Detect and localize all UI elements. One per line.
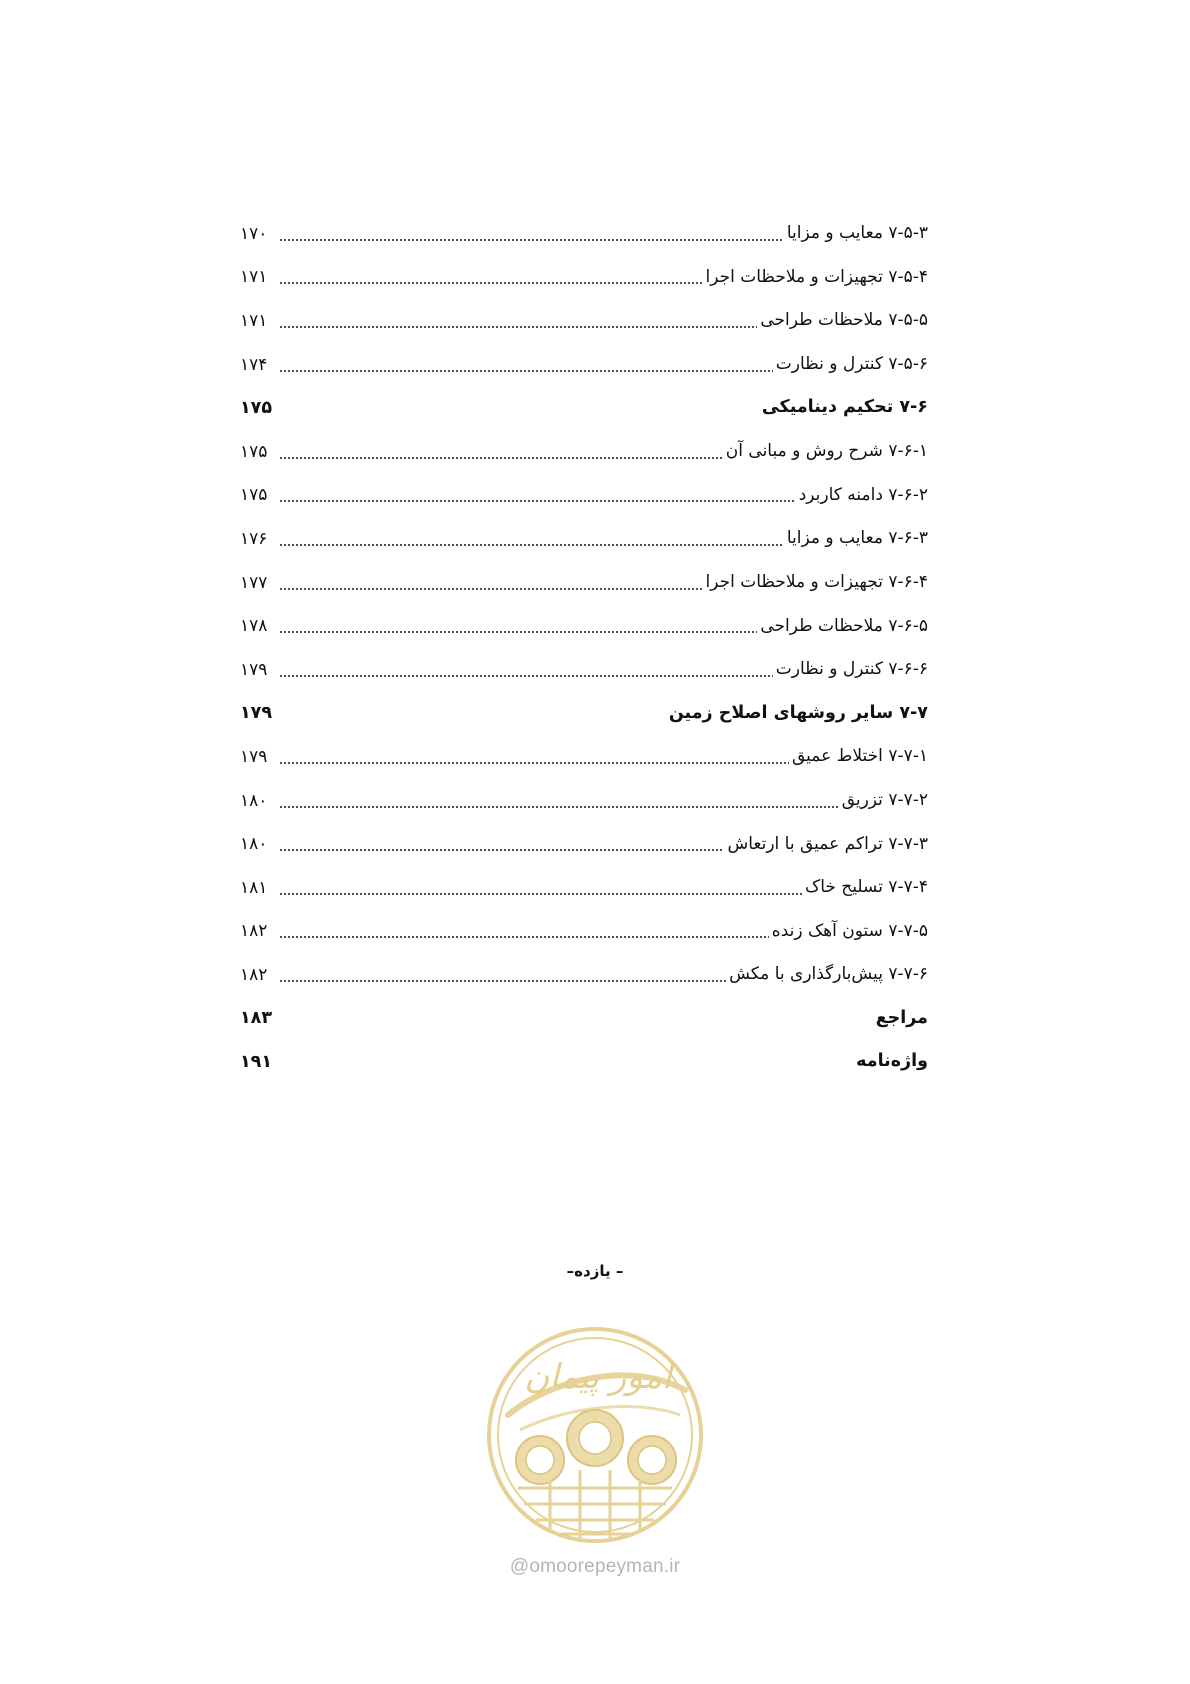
toc-entry-page: ۱۷۴ (240, 354, 268, 375)
toc-entry-page: ۱۷۱ (240, 267, 268, 288)
toc-entry-page: ۱۷۱ (240, 310, 268, 331)
toc-entry-title: مراجع (875, 1007, 928, 1028)
toc-row (240, 735, 928, 779)
toc-leader-dots (279, 979, 726, 983)
toc-entry-page: ۱۸۲ (240, 921, 268, 942)
toc-entry-page: ۱۷۹ (240, 746, 268, 767)
toc-heading-row (240, 1040, 928, 1084)
toc-entry-page: ۱۷۸ (240, 616, 268, 637)
toc-entry-title: ۷-۵-۵ ملاحظات طراحی (760, 310, 928, 331)
toc-entry-title: ۷-۶-۳ معایب و مزایا (786, 528, 928, 549)
toc-leader-dots (279, 761, 789, 765)
toc-row (240, 953, 928, 997)
toc-entry-title: ۷-۷-۲ تزریق (841, 790, 928, 811)
toc-leader-dots (279, 543, 784, 547)
toc-row (240, 822, 928, 866)
toc-row (240, 256, 928, 300)
toc-entry-page: ۱۷۷ (240, 572, 268, 593)
toc-leader-dots (279, 369, 773, 373)
toc-entry-page: ۱۸۲ (240, 964, 268, 985)
watermark-url: @omoorepeyman.ir (509, 1556, 681, 1577)
toc-entry-page: ۱۷۵ (240, 441, 268, 462)
watermark (480, 1320, 710, 1595)
toc-entry-page: ۱۸۳ (240, 1008, 273, 1029)
toc-leader-dots (279, 456, 723, 460)
toc-entry-title: ۷-۷-۵ ستون آهک زنده (771, 920, 928, 941)
toc-entry-page: ۱۷۶ (240, 528, 268, 549)
page-number: – یازده– (566, 1262, 624, 1280)
toc-row (240, 517, 928, 561)
toc-entry-title: ۷-۵-۴ تجهیزات و ملاحظات اجرا (705, 266, 928, 287)
toc-leader-dots (279, 892, 802, 896)
toc-leader-dots (279, 281, 703, 285)
watermark-logo (480, 1320, 710, 1550)
toc-leader-dots (279, 412, 759, 416)
toc-row (240, 910, 928, 954)
toc-row (240, 212, 928, 256)
toc-leader-dots (279, 499, 796, 503)
toc-leader-dots (279, 1066, 853, 1070)
toc-entry-page: ۱۷۹ (240, 703, 273, 724)
toc-row (240, 561, 928, 605)
toc-row (240, 299, 928, 343)
toc-leader-dots (279, 630, 757, 634)
toc-entry-title: ۷-۷-۳ تراکم عمیق با ارتعاش (727, 833, 928, 854)
toc-leader-dots (279, 587, 703, 591)
toc-entry-page: ۱۷۵ (240, 398, 273, 419)
toc-leader-dots (279, 674, 773, 678)
toc-entry-title: ۷-۶ تحکیم دینامیکی (761, 397, 928, 418)
toc-entry-page: ۱۸۰ (240, 790, 268, 811)
toc-entry-title: ۷-۷-۶ پیش‌بارگذاری با مکش (729, 964, 928, 985)
table-of-contents (240, 212, 928, 1084)
toc-entry-page: ۱۷۰ (240, 223, 268, 244)
toc-heading-row (240, 386, 928, 430)
toc-row (240, 430, 928, 474)
toc-leader-dots (279, 717, 666, 721)
toc-entry-page: ۱۷۵ (240, 485, 268, 506)
toc-entry-title: ۷-۶-۴ تجهیزات و ملاحظات اجرا (705, 572, 928, 593)
toc-row (240, 648, 928, 692)
toc-row (240, 474, 928, 518)
toc-entry-page: ۱۷۹ (240, 659, 268, 680)
toc-leader-dots (279, 238, 784, 242)
toc-entry-title: ۷-۵-۳ معایب و مزایا (786, 223, 928, 244)
toc-entry-page: ۱۸۱ (240, 877, 268, 898)
toc-entry-title: واژه‌نامه (856, 1051, 928, 1072)
toc-heading-row (240, 997, 928, 1041)
toc-leader-dots (279, 1022, 873, 1026)
toc-leader-dots (279, 805, 839, 809)
toc-entry-title: ۷-۶-۱ شرح روش و مبانی آن (725, 441, 928, 462)
toc-entry-title: ۷-۷-۱ اختلاط عمیق (792, 746, 928, 767)
toc-entry-title: ۷-۷ سایر روشهای اصلاح زمین (668, 702, 928, 723)
watermark-logo-text: امور پیمان (524, 1357, 672, 1397)
toc-leader-dots (279, 325, 757, 329)
toc-entry-title: ۷-۶-۶ کنترل و نظارت (775, 659, 928, 680)
toc-row (240, 866, 928, 910)
toc-leader-dots (279, 935, 769, 939)
toc-entry-page: ۱۹۱ (240, 1052, 273, 1073)
toc-entry-title: ۷-۵-۶ کنترل و نظارت (775, 354, 928, 375)
toc-entry-title: ۷-۷-۴ تسلیح خاک (804, 877, 928, 898)
toc-row (240, 604, 928, 648)
toc-entry-title: ۷-۶-۲ دامنه کاربرد (798, 484, 928, 505)
toc-row (240, 779, 928, 823)
toc-entry-page: ۱۸۰ (240, 834, 268, 855)
toc-leader-dots (279, 848, 724, 852)
toc-heading-row (240, 692, 928, 736)
toc-entry-title: ۷-۶-۵ ملاحظات طراحی (760, 615, 928, 636)
toc-row (240, 343, 928, 387)
